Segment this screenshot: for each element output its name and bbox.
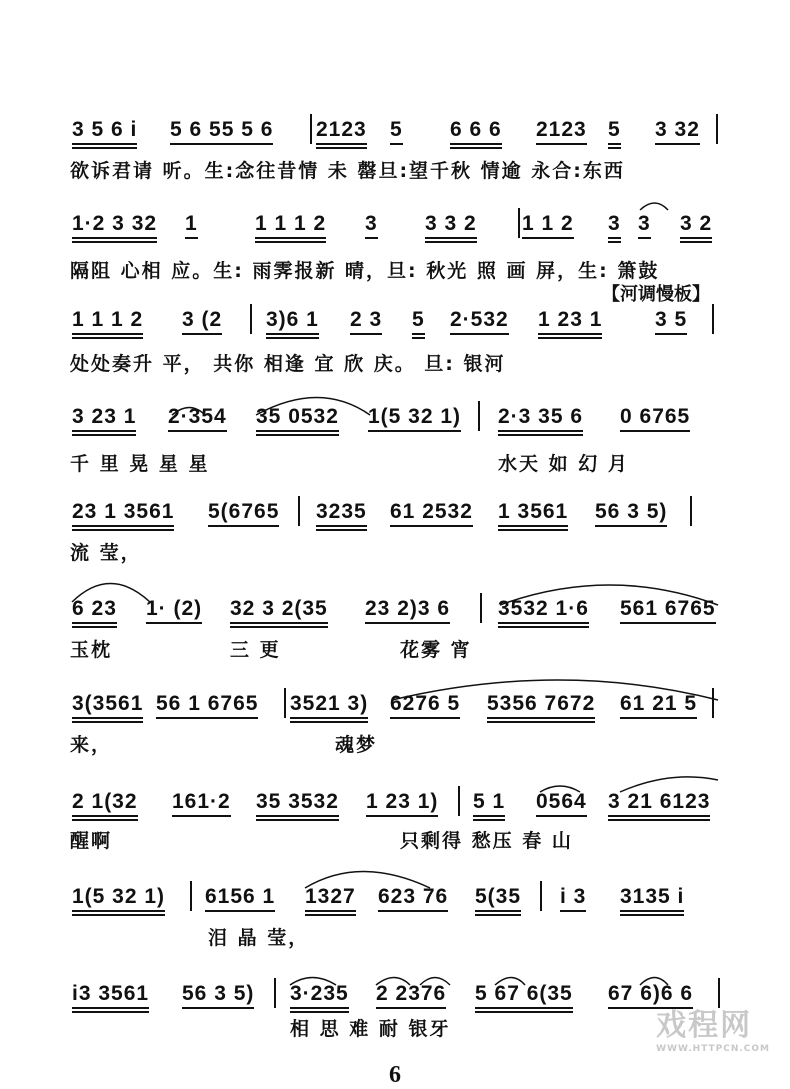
- lyric-text: 千 里 晃 星 星: [70, 453, 210, 475]
- bar-line: [540, 881, 542, 911]
- note-group: 56 1 6765: [156, 692, 259, 715]
- note-group: 3235: [316, 500, 367, 523]
- note-group: 3 5 6 i: [72, 118, 138, 141]
- bar-line: [712, 304, 714, 334]
- lyric-line-1: [0, 156, 790, 182]
- watermark-url: WWW.HTTPCN.COM: [656, 1044, 770, 1054]
- note-group: 1·2 3 32: [72, 212, 158, 235]
- note-group: 3: [608, 212, 621, 235]
- note-group: 35 3532: [256, 790, 339, 813]
- lyric-text: 处处奏升 平， 共你 相逢 宜 欣 庆。 旦: 银河: [70, 353, 506, 375]
- note-group: 5 67 6(35: [475, 982, 573, 1005]
- lyric-text: 玉枕: [70, 639, 113, 661]
- note-group: 1327: [305, 885, 356, 908]
- note-group: 1 1 2: [522, 212, 574, 235]
- lyric-text: 花雾 宵: [400, 639, 472, 661]
- note-group: 6276 5: [390, 692, 461, 715]
- notation-line-2: [0, 212, 790, 242]
- note-group: 561 6765: [620, 597, 716, 620]
- bar-line: [716, 114, 718, 144]
- note-group: 1 1 1 2: [72, 308, 144, 331]
- notation-line-8: [0, 790, 790, 820]
- lyric-text: 魂梦: [335, 734, 378, 756]
- note-group: 1 1 1 2: [255, 212, 327, 235]
- note-group: 3 (2: [182, 308, 223, 331]
- tempo-tag: 【河调慢板】: [602, 284, 710, 305]
- note-group: 1: [185, 212, 198, 235]
- note-group: 6 6 6: [450, 118, 502, 141]
- note-group: 32 3 2(35: [230, 597, 328, 620]
- note-group: 5(6765: [208, 500, 280, 523]
- note-group: 3532 1·6: [498, 597, 589, 620]
- note-group: 3 32: [655, 118, 700, 141]
- lyric-text: 流 莹，: [70, 542, 142, 564]
- lyric-line-3: [0, 349, 790, 375]
- notation-line-9: [0, 885, 790, 915]
- note-group: 56 3 5): [595, 500, 668, 523]
- lyric-line-4: [0, 449, 790, 475]
- lyric-text: 三 更: [230, 639, 281, 661]
- bar-line: [458, 786, 460, 816]
- lyric-text: 泪 晶 莹，: [208, 927, 310, 949]
- note-group: 23 1 3561: [72, 500, 175, 523]
- note-group: 2·354: [168, 405, 227, 428]
- note-group: 61 2532: [390, 500, 473, 523]
- note-group: 3 3 2: [425, 212, 477, 235]
- lyric-text: 来，: [70, 734, 113, 756]
- note-group: 2123: [316, 118, 367, 141]
- note-group: 5 6 55 5 6: [170, 118, 274, 141]
- lyric-text: 隔阻 心相 应。生: 雨霁报新 晴，旦: 秋光 照 画 屏，生: 箫鼓: [70, 260, 660, 282]
- bar-line: [274, 978, 276, 1008]
- bar-line: [310, 114, 312, 144]
- note-group: 3(3561: [72, 692, 144, 715]
- bar-line: [298, 496, 300, 526]
- bar-line: [518, 208, 520, 238]
- note-group: 5: [390, 118, 403, 141]
- note-group: i 3: [560, 885, 587, 908]
- lyric-text: 相 思 难 耐 银牙: [290, 1018, 451, 1040]
- note-group: 1 23 1): [366, 790, 439, 813]
- note-group: 2 3: [350, 308, 383, 331]
- note-group: 0564: [536, 790, 587, 813]
- watermark-logo: [656, 1000, 770, 1054]
- lyric-line-8: [0, 826, 790, 852]
- bar-line: [480, 593, 482, 623]
- note-group: 1(5 32 1): [368, 405, 462, 428]
- note-group: 3 23 1: [72, 405, 137, 428]
- lyric-text: 水天 如 幻 月: [498, 453, 629, 475]
- notation-line-3: [0, 308, 790, 338]
- note-group: 3 2: [680, 212, 713, 235]
- lyric-text: 醒啊: [70, 830, 113, 852]
- note-group: 3·235: [290, 982, 349, 1005]
- lyric-text: 只剩得 愁压 春 山: [400, 830, 573, 852]
- note-group: 1(5 32 1): [72, 885, 166, 908]
- note-group: 35 0532: [256, 405, 339, 428]
- note-group: 1· (2): [146, 597, 203, 620]
- note-group: 56 3 5): [182, 982, 255, 1005]
- lyric-line-7: [0, 730, 790, 756]
- notation-line-4: [0, 405, 790, 435]
- bar-line: [250, 304, 252, 334]
- notation-line-6: [0, 597, 790, 627]
- bar-line: [478, 401, 480, 431]
- note-group: 3135 i: [620, 885, 685, 908]
- note-group: 5 1: [473, 790, 506, 813]
- lyric-line-9: [0, 923, 790, 949]
- note-group: 623 76: [378, 885, 449, 908]
- note-group: 2·532: [450, 308, 509, 331]
- bar-line: [190, 881, 192, 911]
- note-group: 67 6)6 6: [608, 982, 694, 1005]
- note-group: 6156 1: [205, 885, 276, 908]
- note-group: 2 1(32: [72, 790, 138, 813]
- note-group: 61 21 5: [620, 692, 698, 715]
- note-group: 3)6 1: [266, 308, 319, 331]
- note-group: 2·3 35 6: [498, 405, 584, 428]
- note-group: 0 6765: [620, 405, 691, 428]
- page-number: 6: [389, 1062, 401, 1088]
- note-group: 5356 7672: [487, 692, 596, 715]
- bar-line: [690, 496, 692, 526]
- lyric-line-6: [0, 635, 790, 661]
- note-group: 3521 3): [290, 692, 369, 715]
- notation-line-5: [0, 500, 790, 530]
- note-group: 6 23: [72, 597, 117, 620]
- bar-line: [712, 688, 714, 718]
- notation-line-7: [0, 692, 790, 722]
- note-group: i3 3561: [72, 982, 150, 1005]
- note-group: 2123: [536, 118, 587, 141]
- note-group: 1 3561: [498, 500, 569, 523]
- note-group: 3 5: [655, 308, 688, 331]
- note-group: 2 2376: [376, 982, 447, 1005]
- bar-line: [284, 688, 286, 718]
- note-group: 5: [608, 118, 621, 141]
- watermark-text: 戏程网: [656, 1008, 753, 1043]
- note-group: 5: [412, 308, 425, 331]
- notation-line-1: [0, 118, 790, 148]
- note-group: 5(35: [475, 885, 522, 908]
- note-group: 3: [638, 212, 651, 235]
- lyric-line-5: [0, 538, 790, 564]
- note-group: 1 23 1: [538, 308, 603, 331]
- note-group: 3: [365, 212, 378, 235]
- note-group: 3 21 6123: [608, 790, 711, 813]
- lyric-text: 欲诉君请 听。生:念往昔情 未 罄旦:望千秋 情逾 永合:东西: [70, 160, 625, 182]
- note-group: 161·2: [172, 790, 231, 813]
- lyric-line-2: [0, 256, 790, 282]
- note-group: 23 2)3 6: [365, 597, 451, 620]
